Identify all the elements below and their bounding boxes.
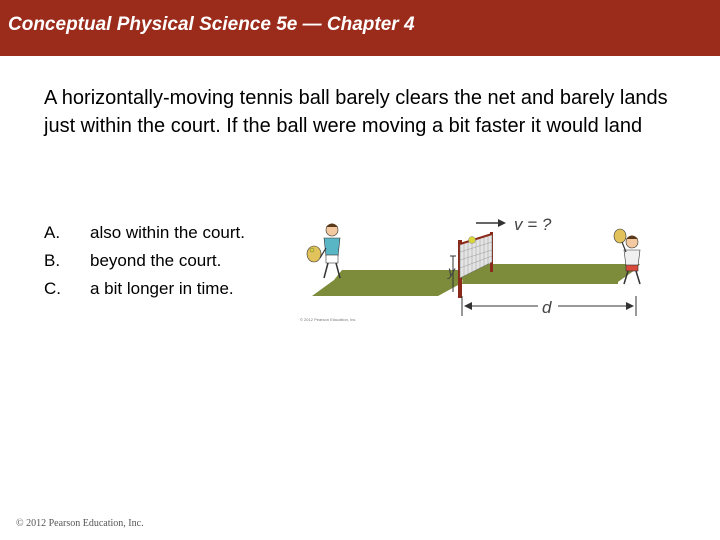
- velocity-label: v = ?: [514, 215, 552, 234]
- footer-copyright: © 2012 Pearson Education, Inc.: [16, 518, 144, 529]
- velocity-arrow: [476, 219, 506, 227]
- question-text: A horizontally-moving tennis ball barely clears the net and barely lands just within the court. If the ball were moving a bit faster it would land: [44, 87, 668, 137]
- tennis-ball: [469, 237, 476, 244]
- slide-header: [0, 0, 720, 56]
- figure-copyright: © 2012 Pearson Education, Inc.: [300, 317, 357, 322]
- choice-letter: C.: [44, 279, 61, 298]
- choice-text: a bit longer in time.: [90, 279, 234, 298]
- court-surface: [312, 270, 468, 296]
- choice-letter: B.: [44, 251, 61, 270]
- choice-letter: A.: [44, 223, 61, 242]
- choice-text: also within the court.: [90, 223, 245, 242]
- height-label: y: [448, 263, 455, 279]
- slide-title: Conceptual Physical Science 5e — Chapter 4: [8, 14, 415, 35]
- court-surface-near: [468, 270, 618, 284]
- tennis-court-figure: [290, 200, 670, 332]
- choice-text: beyond the court.: [90, 251, 222, 270]
- left-player-icon: [307, 224, 340, 279]
- distance-label: d: [542, 298, 552, 317]
